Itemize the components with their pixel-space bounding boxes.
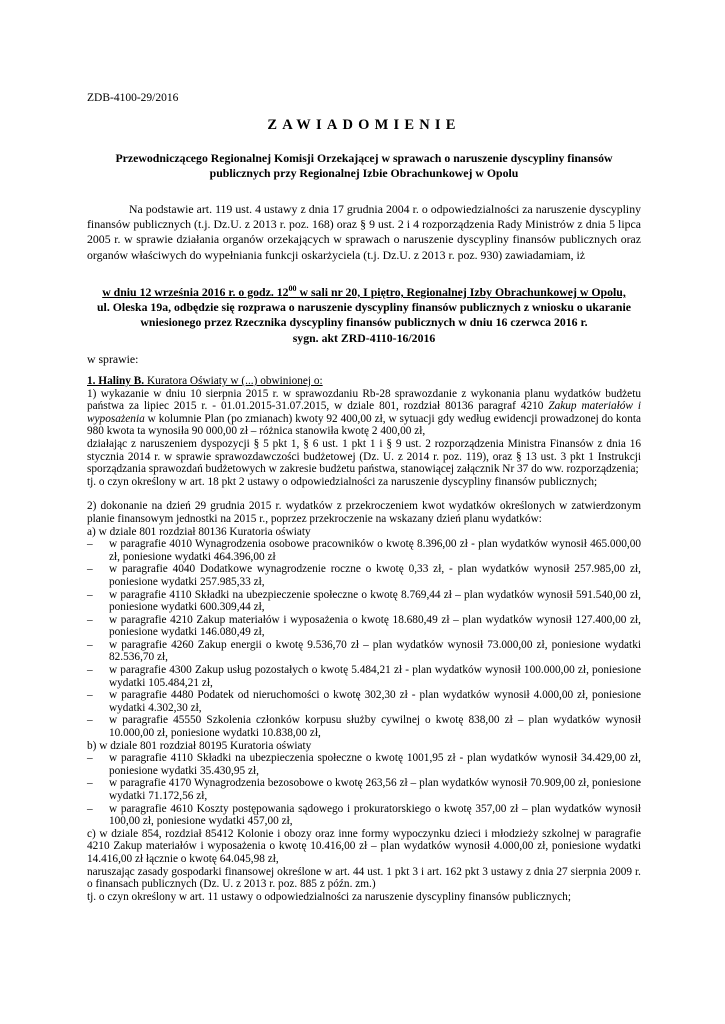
hearing-line-2: ul. Oleska 19a, odbędzie się rozprawa o naruszenie dyscypliny finansów publicznych z wniosku o ukaranie <box>97 300 631 315</box>
dash-bullet: – <box>87 664 93 677</box>
list-item <box>87 563 641 588</box>
dash-bullet: – <box>87 689 93 702</box>
list-item <box>87 538 641 563</box>
hearing-place: w sali nr 20, I piętro, Regionalnej Izby Obrachunkowej w Opolu, <box>296 284 626 299</box>
accused-name: 1. Haliny B. <box>87 375 145 387</box>
hearing-date: w dniu 12 września 2016 r. o godz. 12 <box>102 284 289 299</box>
section-c-paragraph: c) w dziale 854, rozdział 85412 Kolonie i obozy oraz inne formy wypoczynku dzieci i młodzieży szkolnej w paragrafie 4210 Zakup materiałów i wyposażenia o kwotę 10.416,00 zł – plan wydatków wynosił 4.000,00 zł, poniesione wydatki 14.416,00 zł łącznie o kwotę 64.045,98 zł, <box>87 827 641 865</box>
spacer <box>87 488 641 500</box>
list-item-text: w paragrafie 4260 Zakup energii o kwotę 9.536,70 zł – plan wydatków wynosił 73.000,00 zł, poniesione wydatki 82.536,70 zł, <box>109 638 641 664</box>
section-a-list <box>87 538 641 740</box>
reference-number: ZDB-4100-29/2016 <box>87 92 179 104</box>
document-title: ZAWIADOMIENIE <box>267 117 461 133</box>
point-1-act: tj. o czyn określony w art. 18 pkt 2 ustawy o odpowiedzialności za naruszenie dyscypliny finansów publicznych; <box>87 475 598 488</box>
point-2-act: tj. o czyn określony w art. 11 ustawy o odpowiedzialności za naruszenie dyscypliny finansów publicznych; <box>87 890 571 903</box>
dash-bullet: – <box>87 777 93 790</box>
list-item <box>87 614 641 639</box>
dash-bullet: – <box>87 613 93 626</box>
list-item <box>87 714 641 739</box>
list-item <box>87 752 641 777</box>
list-item-text: w paragrafie 4040 Dodatkowe wynagrodzenie roczne o kwotę 0,33 zł, - plan wydatków wynosił 257.985,00 zł, poniesione wydatki 257.985,33 zł, <box>109 563 641 588</box>
point-1-text-a: 1) wykazanie w dniu 10 sierpnia 2015 r. w sprawozdaniu Rb-28 sprawozdanie z wykonania planu wydatków budżetu państwa za lipiec 2015 r. - 01.01.2015-31.07.2015, w dziale 801, rozdział 80136 paragraf 4210 <box>87 387 641 413</box>
dash-bullet: – <box>87 588 93 601</box>
dash-bullet: – <box>87 752 93 765</box>
point-2-violation: naruszając zasady gospodarki finansowej określone w art. 44 ust. 1 pkt 3 i art. 162 pkt 3 ustawy z dnia 27 sierpnia 2009 r. o finansach publicznych (Dz. U. z 2013 r. poz. 885 z późn. zm.) <box>87 865 641 891</box>
list-item <box>87 777 641 802</box>
subtitle-line-2: publicznych przy Regionalnej Izbie Obrachunkowej w Opolu <box>209 166 519 180</box>
list-item <box>87 689 641 714</box>
hearing-notice <box>87 281 641 346</box>
point-1-text-b: w kolumnie Plan (po zmianach) kwoty 92 400,00 zł, w sytuacji gdy według ewidencji prowadzonej do konta 980 kwota ta wynosiła 90 000,00 zł – różnica stanowiła kwotę 2 400,00 zł, <box>87 412 641 438</box>
list-item-text: w paragrafie 4610 Koszty postępowania sądowego i prokuratorskiego o kwotę 357,00 zł – plan wydatków wynosił 100,00 zł, poniesione wydatki 457,00 zł, <box>109 802 641 828</box>
list-item-text: w paragrafie 4210 Zakup materiałów i wyposażenia o kwotę 18.680,49 zł – plan wydatków wynosił 127.400,00 zł, poniesione wydatki 146.080,49 zł, <box>109 613 641 639</box>
dash-bullet: – <box>87 563 93 576</box>
point-1-violation: działając z naruszeniem dyspozycji § 5 pkt 1, § 6 ust. 1 pkt 1 i § 9 ust. 2 rozporządzenia Ministra Finansów z dnia 16 stycznia 2014 r. w sprawie sprawozdawczości budżetowej (Dz. U. z 2014 r. poz. 119), oraz § 13 ust. 3 pkt 1 Instrukcji sporządzania sprawozdań budżetowych w zakresie budżetu państwa, stanowiącej załącznik Nr 37 do ww. rozporządzenia; <box>87 437 641 476</box>
charge-1-point-1 <box>87 388 641 438</box>
point-1-italic: Zakup materiałów i wyposażenia <box>87 400 641 425</box>
accused-role: Kuratora Oświaty w (...) obwinionej o: <box>144 375 323 387</box>
subtitle-line-1: Przewodniczącego Regionalnej Komisji Orzekającej w sprawach o naruszenie dyscypliny finansów <box>115 151 613 165</box>
section-b-heading: b) w dziale 801 rozdział 80195 Kuratoria oświaty <box>87 739 312 752</box>
charges-body <box>87 375 641 903</box>
list-item <box>87 803 641 828</box>
list-item-text: w paragrafie 4110 Składki na ubezpieczenia społeczne o kwotę 1001,95 zł - plan wydatków wynosił 34.429,00 zł, poniesione wydatki 35.430,95 zł, <box>109 752 641 777</box>
dash-bullet: – <box>87 802 93 815</box>
dash-bullet: – <box>87 538 93 551</box>
hearing-line-3: wniesionego przez Rzecznika dyscypliny finansów publicznych w dniu 16 czerwca 2016 r. <box>140 315 588 330</box>
legal-basis-text: Na podstawie art. 119 ust. 4 ustawy z dnia 17 grudnia 2004 r. o odpowiedzialności za naruszenie dyscypliny finansów publicznych (t.j. Dz.U. z 2013 r. poz. 168) oraz § 9 ust. 2 i 4 rozporządzenia Rady Ministrów z dnia 5 lipca 2005 r. w sprawie działania organów orzekających w sprawach o naruszenie dyscypliny finansów publicznych oraz organów właściwych do wypełniania funkcji oskarżyciela (t.j. Dz.U. z 2013 r. poz. 930) zawiadamiam, iż <box>87 202 641 262</box>
hearing-time-superscript: 00 <box>288 284 297 293</box>
list-item <box>87 639 641 664</box>
list-item-text: w paragrafie 45550 Szkolenia członków korpusu służby cywilnej o kwotę 838,00 zł – plan wydatków wynosił 10.000,00 zł, poniesione wydatki 10.838,00 zł, <box>109 714 641 740</box>
w-sprawie-label: w sprawie: <box>87 352 139 366</box>
charge-1-heading <box>87 375 641 388</box>
charge-1-point-2-intro: 2) dokonanie na dzień 29 grudnia 2015 r. wydatków z przekroczeniem kwot wydatków określonych w zatwierdzonym planie finansowym jednostki na 2015 r., poprzez przekroczenie na wskazany dzień planu wydatków: <box>87 500 641 525</box>
list-item-text: w paragrafie 4480 Podatek od nieruchomości o kwotę 302,30 zł - plan wydatków wynosił 4.000,00 zł, poniesione wydatki 4.302,30 zł, <box>109 689 641 714</box>
list-item-text: w paragrafie 4170 Wynagrodzenia bezosobowe o kwotę 263,56 zł – plan wydatków wynosił 70.909,00 zł, poniesione wydatki 71.172,56 zł, <box>109 777 641 802</box>
list-item-text: w paragrafie 4300 Zakup usług pozostałych o kwotę 5.484,21 zł - plan wydatków wynosił 100.000,00 zł, poniesione wydatki 105.484,21 zł, <box>109 664 641 689</box>
list-item-text: w paragrafie 4010 Wynagrodzenia osobowe pracowników o kwotę 8.396,00 zł - plan wydatków wynosił 465.000,00 zł, poniesione wydatki 464.396,00 zł <box>109 538 641 563</box>
hearing-line-1 <box>87 281 641 300</box>
list-item-text: w paragrafie 4110 Składki na ubezpieczenie społeczne o kwotę 8.769,44 zł – plan wydatków wynosił 591.540,00 zł, poniesione wydatki 600.309,44 zł, <box>109 588 641 614</box>
dash-bullet: – <box>87 638 93 651</box>
list-item <box>87 664 641 689</box>
section-b-list <box>87 752 641 828</box>
hearing-line-4: sygn. akt ZRD-4110-16/2016 <box>292 330 436 345</box>
document-subtitle <box>87 151 641 181</box>
dash-bullet: – <box>87 714 93 727</box>
legal-basis-paragraph <box>87 202 641 263</box>
list-item <box>87 589 641 614</box>
section-a-heading: a) w dziale 801 rozdział 80136 Kuratoria oświaty <box>87 525 311 538</box>
